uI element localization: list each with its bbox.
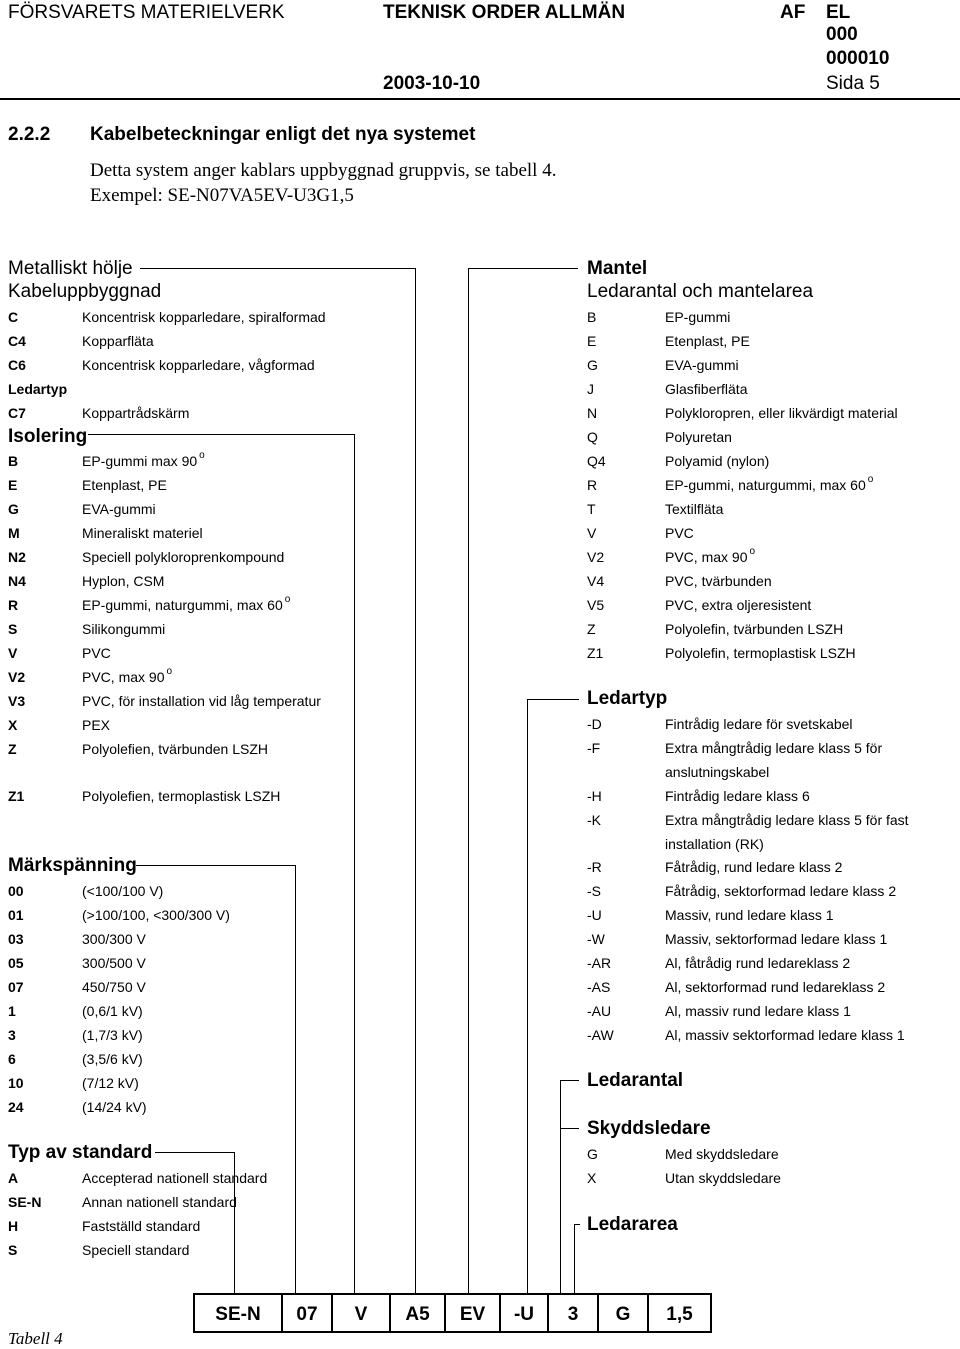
item-code: Z bbox=[587, 621, 596, 637]
item-description-text: Hyplon, CSM bbox=[82, 573, 165, 589]
item-description bbox=[665, 545, 755, 569]
item-description-text: Polyuretan bbox=[665, 429, 732, 445]
item-description bbox=[82, 1047, 143, 1071]
item-code: R bbox=[587, 477, 598, 493]
item-description-text: Glasfiberfläta bbox=[665, 381, 748, 397]
item-code: Ledartyp bbox=[8, 381, 68, 397]
item-description bbox=[82, 927, 146, 951]
item-description bbox=[82, 449, 205, 473]
item-code: -S bbox=[587, 883, 601, 899]
item-description bbox=[82, 521, 203, 545]
item-code: 00 bbox=[8, 883, 24, 899]
item-description bbox=[665, 569, 772, 593]
designation-box: A5 bbox=[389, 1293, 446, 1333]
item-description bbox=[665, 903, 834, 927]
item-code: -AS bbox=[587, 979, 611, 995]
item-description bbox=[665, 353, 739, 377]
item-description bbox=[82, 903, 230, 927]
section-title: Kabelbeteckningar enligt det nya systemet bbox=[90, 124, 476, 145]
item-code: E bbox=[8, 477, 18, 493]
item-description-text: PVC bbox=[82, 645, 111, 661]
item-description bbox=[82, 473, 167, 497]
item-description bbox=[82, 617, 165, 641]
item-code: S bbox=[8, 1242, 18, 1258]
item-description-text: 450/750 V bbox=[82, 979, 146, 995]
item-description-text: Annan nationell standard bbox=[82, 1194, 237, 1210]
item-description-text: (>100/100, <300/300 V) bbox=[82, 907, 230, 923]
item-description-text: 300/500 V bbox=[82, 955, 146, 971]
item-description bbox=[82, 975, 146, 999]
line-protective-h bbox=[560, 1128, 579, 1129]
header-rule bbox=[0, 98, 960, 100]
item-description-text: Koncentrisk kopparledare, spiralformad bbox=[82, 309, 326, 325]
item-description bbox=[665, 879, 896, 903]
item-description-text: Extra mångtrådig ledare klass 5 för bbox=[665, 740, 883, 756]
standard-title: Typ av standard bbox=[8, 1142, 153, 1163]
item-description bbox=[665, 712, 853, 736]
item-description bbox=[82, 1214, 200, 1238]
item-code: M bbox=[8, 525, 20, 541]
line-insulation-h bbox=[88, 434, 355, 435]
line-area-v bbox=[574, 1224, 575, 1293]
item-description-text: (3,5/6 kV) bbox=[82, 1051, 143, 1067]
item-description-text: Etenplast, PE bbox=[82, 477, 167, 493]
item-description-text: Etenplast, PE bbox=[665, 333, 750, 349]
item-description bbox=[665, 855, 842, 879]
item-description bbox=[665, 521, 694, 545]
section-intro: Detta system anger kablars uppbyggnad gruppvis, se tabell 4. bbox=[90, 160, 557, 181]
item-code: N2 bbox=[8, 549, 26, 565]
item-description bbox=[82, 353, 315, 377]
designation-box: 3 bbox=[547, 1293, 599, 1333]
line-voltage-h bbox=[136, 865, 296, 866]
item-code: T bbox=[587, 501, 596, 517]
build-title: Kabeluppbyggnad bbox=[8, 281, 162, 302]
area-title: Ledararea bbox=[587, 1214, 678, 1235]
item-description bbox=[665, 641, 856, 665]
item-code: 3 bbox=[8, 1027, 16, 1043]
line-count-v bbox=[560, 1080, 561, 1293]
item-code: -W bbox=[587, 931, 605, 947]
item-description-text: Polyolefin, termoplastisk LSZH bbox=[665, 645, 856, 661]
item-code: Z bbox=[8, 741, 17, 757]
item-code: 01 bbox=[8, 907, 24, 923]
item-code: C4 bbox=[8, 333, 26, 349]
item-description bbox=[665, 305, 730, 329]
metal-title: Metalliskt hölje bbox=[8, 258, 133, 279]
item-code: N bbox=[587, 405, 598, 421]
item-description bbox=[665, 808, 909, 832]
item-description-text: Accepterad nationell standard bbox=[82, 1170, 268, 1186]
item-code: C7 bbox=[8, 405, 26, 421]
item-code: X bbox=[587, 1170, 597, 1186]
item-description bbox=[82, 569, 164, 593]
item-description-text: Polyamid (nylon) bbox=[665, 453, 770, 469]
item-description-text: Fastställd standard bbox=[82, 1218, 201, 1234]
code-a: AF bbox=[780, 2, 806, 23]
item-description bbox=[82, 1190, 237, 1214]
item-description-text: PEX bbox=[82, 717, 111, 733]
item-description-text: Extra mångtrådig ledare klass 5 för fast bbox=[665, 812, 909, 828]
item-description bbox=[82, 713, 110, 737]
item-description bbox=[665, 377, 747, 401]
item-description-text: Fintrådig ledare klass 6 bbox=[665, 788, 810, 804]
item-code: B bbox=[8, 453, 19, 469]
item-code: B bbox=[587, 309, 597, 325]
line-voltage-v bbox=[295, 865, 296, 1293]
item-description bbox=[665, 401, 898, 425]
item-code: Z1 bbox=[8, 788, 25, 804]
designation-box: 1,5 bbox=[647, 1293, 712, 1333]
doc-type: TEKNISK ORDER ALLMÄN bbox=[383, 2, 626, 23]
item-code: 10 bbox=[8, 1075, 24, 1091]
item-code: -K bbox=[587, 812, 601, 828]
item-description-text: Polyolefien, termoplastisk LSZH bbox=[82, 788, 281, 804]
table-caption: Tabell 4 bbox=[8, 1329, 63, 1348]
item-code: X bbox=[8, 717, 18, 733]
item-description bbox=[82, 999, 143, 1023]
mantel-title: Mantel bbox=[587, 258, 648, 279]
item-code: 1 bbox=[8, 1003, 16, 1019]
item-description-cont: anslutningskabel bbox=[665, 764, 770, 780]
item-description-text: EP-gummi, naturgummi, max 60 bbox=[665, 477, 866, 493]
item-code: -AR bbox=[587, 955, 612, 971]
item-code: 07 bbox=[8, 979, 24, 995]
item-description-text: Polykloropren, eller likvärdigt material bbox=[665, 405, 898, 421]
item-description bbox=[82, 784, 280, 808]
protective-title: Skyddsledare bbox=[587, 1118, 711, 1139]
item-code: C6 bbox=[8, 357, 26, 373]
degree-superscript: o bbox=[749, 546, 756, 557]
item-code: V bbox=[8, 645, 18, 661]
item-code: -U bbox=[587, 907, 602, 923]
item-description bbox=[665, 999, 851, 1023]
item-description-cont: installation (RK) bbox=[665, 836, 764, 852]
item-description bbox=[665, 449, 769, 473]
item-code: -H bbox=[587, 788, 602, 804]
item-description-text: PVC, max 90 bbox=[665, 549, 748, 565]
voltage-title: Märkspänning bbox=[8, 855, 137, 876]
item-code: Q bbox=[587, 429, 598, 445]
doc-date: 2003-10-10 bbox=[383, 73, 481, 94]
item-description bbox=[82, 401, 189, 425]
item-description bbox=[665, 975, 885, 999]
item-code: C bbox=[8, 309, 19, 325]
item-description bbox=[665, 784, 810, 808]
item-description bbox=[665, 425, 732, 449]
item-description-text: Textilfläta bbox=[665, 501, 724, 517]
item-code: 6 bbox=[8, 1051, 16, 1067]
line-insulation-v bbox=[354, 434, 355, 1293]
item-description bbox=[665, 1023, 905, 1047]
item-description bbox=[82, 593, 290, 617]
degree-superscript: o bbox=[166, 666, 173, 677]
item-code: R bbox=[8, 597, 19, 613]
line-mantel-v bbox=[468, 268, 469, 1293]
item-code: V2 bbox=[8, 669, 26, 685]
item-description bbox=[82, 951, 146, 975]
item-description-text: Med skyddsledare bbox=[665, 1146, 779, 1162]
line-standard-h bbox=[155, 1152, 235, 1153]
item-description-text: Polyolefien, tvärbunden LSZH bbox=[82, 741, 268, 757]
line-type-h bbox=[527, 699, 579, 700]
designation-box: 07 bbox=[281, 1293, 333, 1333]
section-number: 2.2.2 bbox=[8, 124, 51, 145]
item-code: V2 bbox=[587, 549, 605, 565]
item-description bbox=[82, 689, 321, 713]
item-description bbox=[82, 1023, 143, 1047]
item-description bbox=[82, 497, 156, 521]
item-description-text: Fåtrådig, sektorformad ledare klass 2 bbox=[665, 883, 897, 899]
code-b: EL bbox=[826, 2, 851, 23]
item-description-text: EP-gummi, naturgummi, max 60 bbox=[82, 597, 283, 613]
item-code: V5 bbox=[587, 597, 605, 613]
line-mantel-h bbox=[468, 268, 578, 269]
degree-superscript: o bbox=[284, 594, 291, 605]
item-code: S bbox=[8, 621, 18, 637]
item-description-text: Al, fåtrådig rund ledareklass 2 bbox=[665, 955, 851, 971]
item-code: 03 bbox=[8, 931, 24, 947]
insulation-title: Isolering bbox=[8, 426, 88, 447]
item-description-text: EP-gummi max 90 bbox=[82, 453, 198, 469]
item-description-text: EP-gummi bbox=[665, 309, 731, 325]
item-description bbox=[82, 329, 154, 353]
item-code: Z1 bbox=[587, 645, 604, 661]
item-description bbox=[82, 305, 326, 329]
item-code: G bbox=[587, 357, 598, 373]
item-code: 05 bbox=[8, 955, 24, 971]
item-code: SE-N bbox=[8, 1194, 42, 1210]
item-code: -F bbox=[587, 740, 601, 756]
item-description-text: Speciell standard bbox=[82, 1242, 190, 1258]
item-description bbox=[82, 879, 163, 903]
item-code: G bbox=[8, 501, 19, 517]
item-description-text: Mineraliskt materiel bbox=[82, 525, 203, 541]
item-description-text: Fintrådig ledare för svetskabel bbox=[665, 716, 853, 732]
line-type-v bbox=[527, 699, 528, 1293]
item-description-text: (7/12 kV) bbox=[82, 1075, 139, 1091]
item-code: -AW bbox=[587, 1027, 614, 1043]
designation-box: SE-N bbox=[193, 1293, 283, 1333]
item-code: A bbox=[8, 1170, 19, 1186]
item-description-text: PVC, extra oljeresistent bbox=[665, 597, 812, 613]
org-name: FÖRSVARETS MATERIELVERK bbox=[8, 2, 285, 23]
designation-box: G bbox=[597, 1293, 649, 1333]
item-description-text: PVC bbox=[665, 525, 694, 541]
item-code: G bbox=[587, 1146, 598, 1162]
item-description-text: EVA-gummi bbox=[82, 501, 156, 517]
item-code: V bbox=[587, 525, 597, 541]
item-description-text: Speciell polykloroprenkompound bbox=[82, 549, 285, 565]
designation-box: -U bbox=[499, 1293, 549, 1333]
item-code: -AU bbox=[587, 1003, 612, 1019]
item-description bbox=[82, 665, 172, 689]
item-description-text: (1,7/3 kV) bbox=[82, 1027, 143, 1043]
item-description bbox=[665, 497, 723, 521]
designation-box: V bbox=[331, 1293, 391, 1333]
item-code: 24 bbox=[8, 1099, 24, 1115]
item-code: -R bbox=[587, 859, 602, 875]
item-description bbox=[665, 736, 882, 760]
line-metal-v bbox=[415, 268, 416, 1293]
item-description-text: Koncentrisk kopparledare, vågformad bbox=[82, 357, 315, 373]
item-description-text: Al, massiv sektorformad ledare klass 1 bbox=[665, 1027, 905, 1043]
item-description-text: Fåtrådig, rund ledare klass 2 bbox=[665, 859, 843, 875]
page-number: Sida 5 bbox=[826, 73, 880, 94]
count-title: Ledarantal bbox=[587, 1070, 684, 1091]
item-description-text: (0,6/1 kV) bbox=[82, 1003, 143, 1019]
item-description bbox=[82, 737, 268, 761]
item-description-text: Polyolefin, tvärbunden LSZH bbox=[665, 621, 844, 637]
line-metal-h bbox=[140, 268, 416, 269]
item-description bbox=[665, 1166, 781, 1190]
item-code: Q4 bbox=[587, 453, 606, 469]
code-d: 000010 bbox=[826, 48, 890, 69]
degree-superscript: o bbox=[199, 450, 205, 461]
item-code: N4 bbox=[8, 573, 26, 589]
item-description-text: Kopparfläta bbox=[82, 333, 154, 349]
item-description bbox=[665, 473, 873, 497]
item-description-text: EVA-gummi bbox=[665, 357, 739, 373]
item-description bbox=[82, 1071, 139, 1095]
conductor-count-title: Ledarantal och mantelarea bbox=[587, 281, 814, 302]
item-description bbox=[82, 641, 111, 665]
code-c: 000 bbox=[826, 24, 858, 45]
item-description-text: Silikongummi bbox=[82, 621, 166, 637]
item-description-text: Utan skyddsledare bbox=[665, 1170, 781, 1186]
item-code: J bbox=[587, 381, 594, 397]
designation-box: EV bbox=[444, 1293, 501, 1333]
item-description bbox=[665, 593, 811, 617]
item-description-text: Massiv, rund ledare klass 1 bbox=[665, 907, 834, 923]
item-code: H bbox=[8, 1218, 19, 1234]
item-description bbox=[665, 617, 843, 641]
degree-superscript: o bbox=[867, 474, 874, 485]
item-description bbox=[665, 329, 750, 353]
item-description bbox=[82, 545, 284, 569]
item-code: V4 bbox=[587, 573, 605, 589]
item-description-text: PVC, max 90 bbox=[82, 669, 165, 685]
item-description bbox=[82, 1238, 189, 1262]
item-code: -D bbox=[587, 716, 602, 732]
item-description-text: Al, sektorformad rund ledareklass 2 bbox=[665, 979, 886, 995]
item-description bbox=[665, 927, 887, 951]
item-description bbox=[665, 951, 850, 975]
item-description-text: PVC, för installation vid låg temperatur bbox=[82, 693, 321, 709]
item-description-text: Massiv, sektorformad ledare klass 1 bbox=[665, 931, 888, 947]
section-example: Exempel: SE-N07VA5EV-U3G1,5 bbox=[90, 185, 354, 206]
item-description-text: (<100/100 V) bbox=[82, 883, 164, 899]
item-description bbox=[82, 1166, 267, 1190]
item-code: V3 bbox=[8, 693, 26, 709]
item-description bbox=[665, 1142, 779, 1166]
item-description-text: PVC, tvärbunden bbox=[665, 573, 772, 589]
item-description-text: Koppartrådskärm bbox=[82, 405, 190, 421]
item-description-text: 300/300 V bbox=[82, 931, 146, 947]
line-count-h bbox=[560, 1080, 579, 1081]
item-description bbox=[82, 1095, 147, 1119]
conductor-type-title: Ledartyp bbox=[587, 688, 668, 709]
item-code: E bbox=[587, 333, 597, 349]
item-description-text: (14/24 kV) bbox=[82, 1099, 147, 1115]
item-description-text: Al, massiv rund ledare klass 1 bbox=[665, 1003, 851, 1019]
